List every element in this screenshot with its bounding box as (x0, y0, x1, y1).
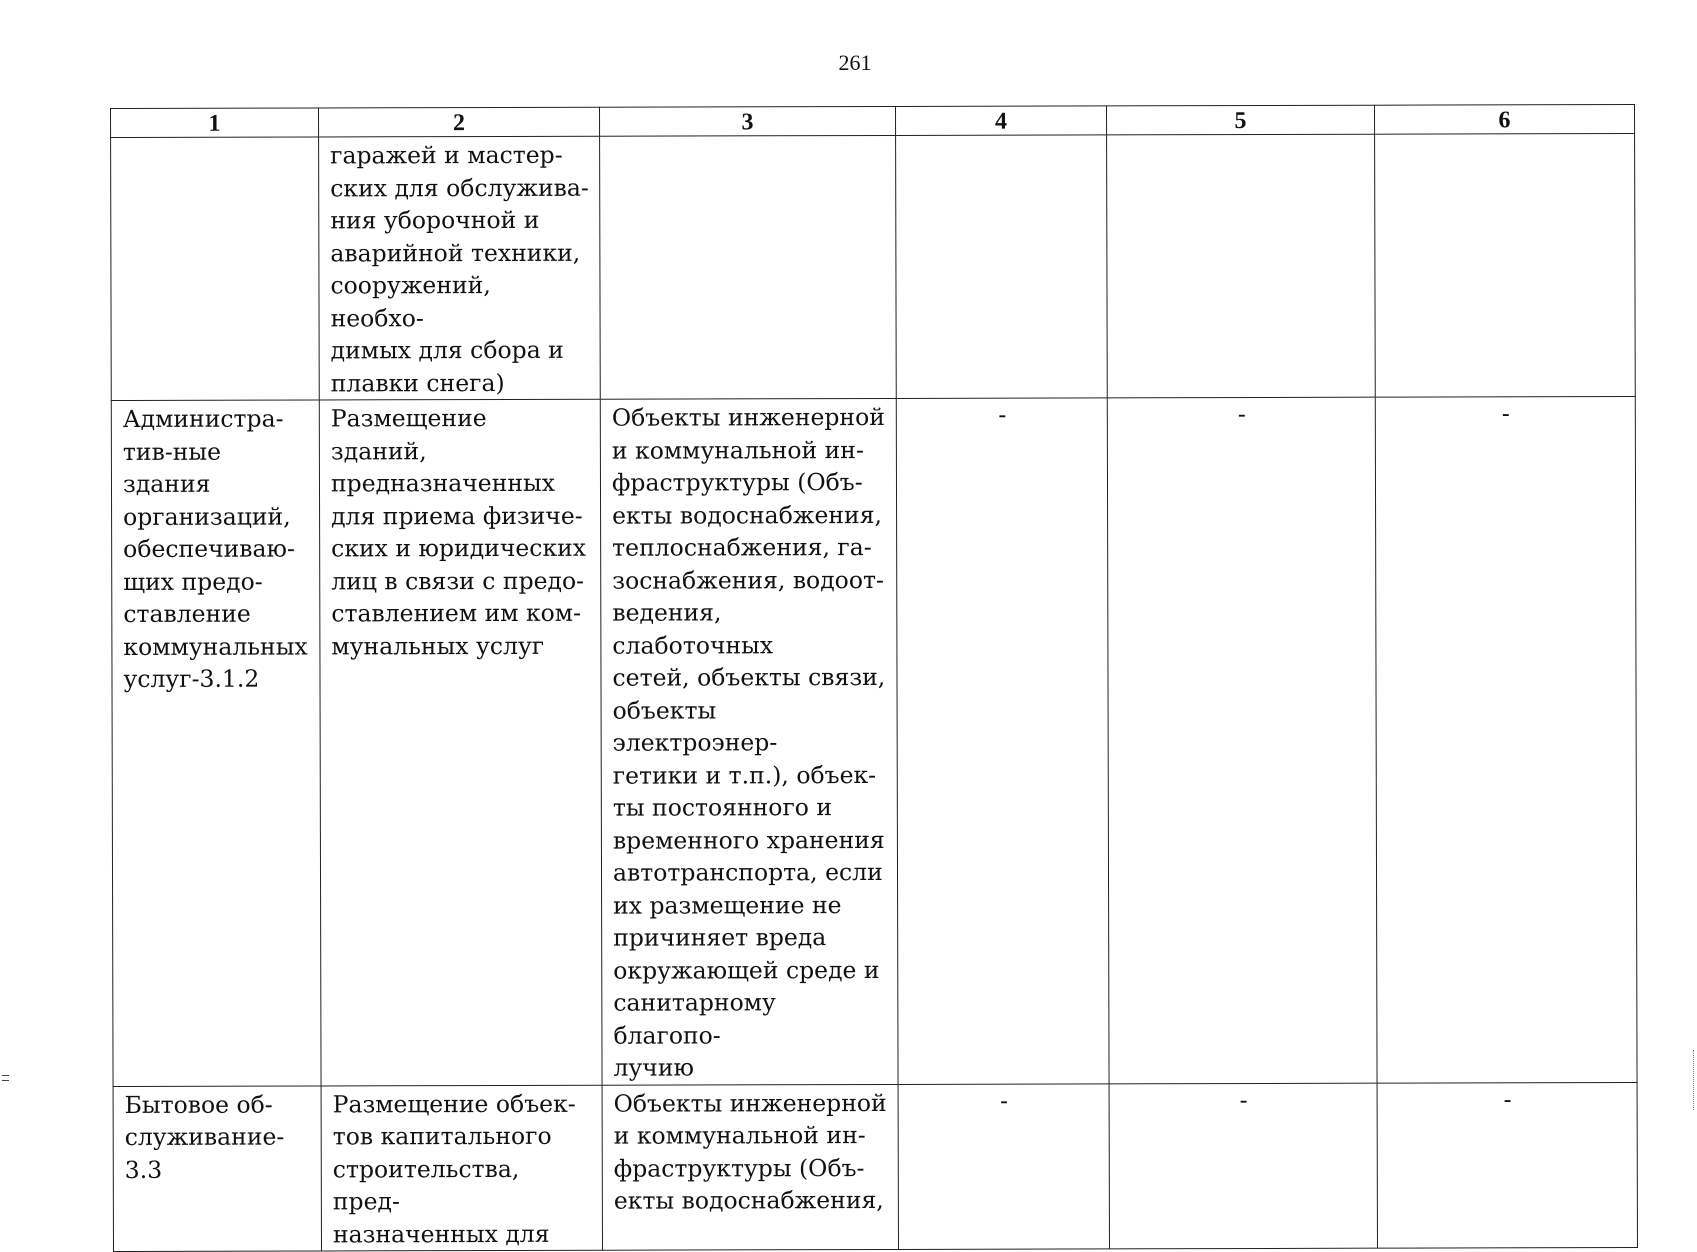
table-cell-col6 (1375, 134, 1636, 398)
table-cell-col5: - (1109, 1083, 1377, 1249)
table-cell-objects: Объекты инженерной и коммунальной ин- фраструктуры (Объ- екты водоснабжения, теплоснабжения, га- зоснабжения, водоот- ведения, слаботочных сетей, объекты связи, объекты электроэнер- гетики и т.п.), объек- ты постоянного и временного хранения автотранспорта, если их размещение не причиняет вреда окружающей среде и санитарному благопо- лучию (600, 398, 898, 1084)
table-cell-objects: Объекты инженерной и коммунальной ин- фраструктуры (Объ- екты водоснабжения, (602, 1084, 898, 1250)
scan-edge-mark (2, 1075, 9, 1081)
scan-edge-mark-right (1693, 1050, 1697, 1110)
table-cell-activity-type: Бытовое об- служивание- 3.3 (113, 1085, 321, 1251)
table-cell-col4: - (898, 1083, 1109, 1249)
table-header-row (111, 105, 1635, 138)
table-row (111, 397, 1637, 1086)
column-header-1: 1 (111, 108, 319, 138)
table-cell-col4: - (896, 398, 1109, 1084)
table-cell-description: гаражей и мастер- ских для обслужива- ния уборочной и аварийной техники, сооружений, необхо- димых для сбора и плавки снега) (319, 136, 601, 400)
column-header-4: 4 (895, 106, 1106, 136)
table-cell-col5: - (1107, 397, 1377, 1083)
table-cell-col4 (896, 135, 1108, 399)
regulation-table (110, 104, 1638, 1252)
column-header-5: 5 (1106, 105, 1374, 135)
column-header-3: 3 (599, 106, 895, 136)
table-row (113, 1082, 1637, 1251)
table-cell-col6: - (1375, 397, 1637, 1083)
table-row (111, 134, 1636, 401)
table-cell-col6: - (1377, 1082, 1637, 1248)
table-cell-col5 (1107, 134, 1376, 398)
column-header-2: 2 (319, 107, 600, 137)
table-cell-activity-type (111, 137, 320, 401)
page-number: 261 (838, 50, 872, 75)
table-cell-activity-type: Администра- тив-ные здания организаций, обеспечиваю- щих предо- ставление коммунальных услуг-3.1.2 (111, 400, 321, 1086)
table-cell-objects (600, 135, 897, 399)
table-cell-description: Размещение объек- тов капитального строительства, пред- назначенных для (321, 1085, 602, 1251)
column-header-6: 6 (1374, 105, 1634, 135)
table-cell-description: Размещение зданий, предназначенных для приема физиче- ских и юридических лиц в связи с предо- ставлением им ком- мунальных услуг (319, 399, 602, 1085)
